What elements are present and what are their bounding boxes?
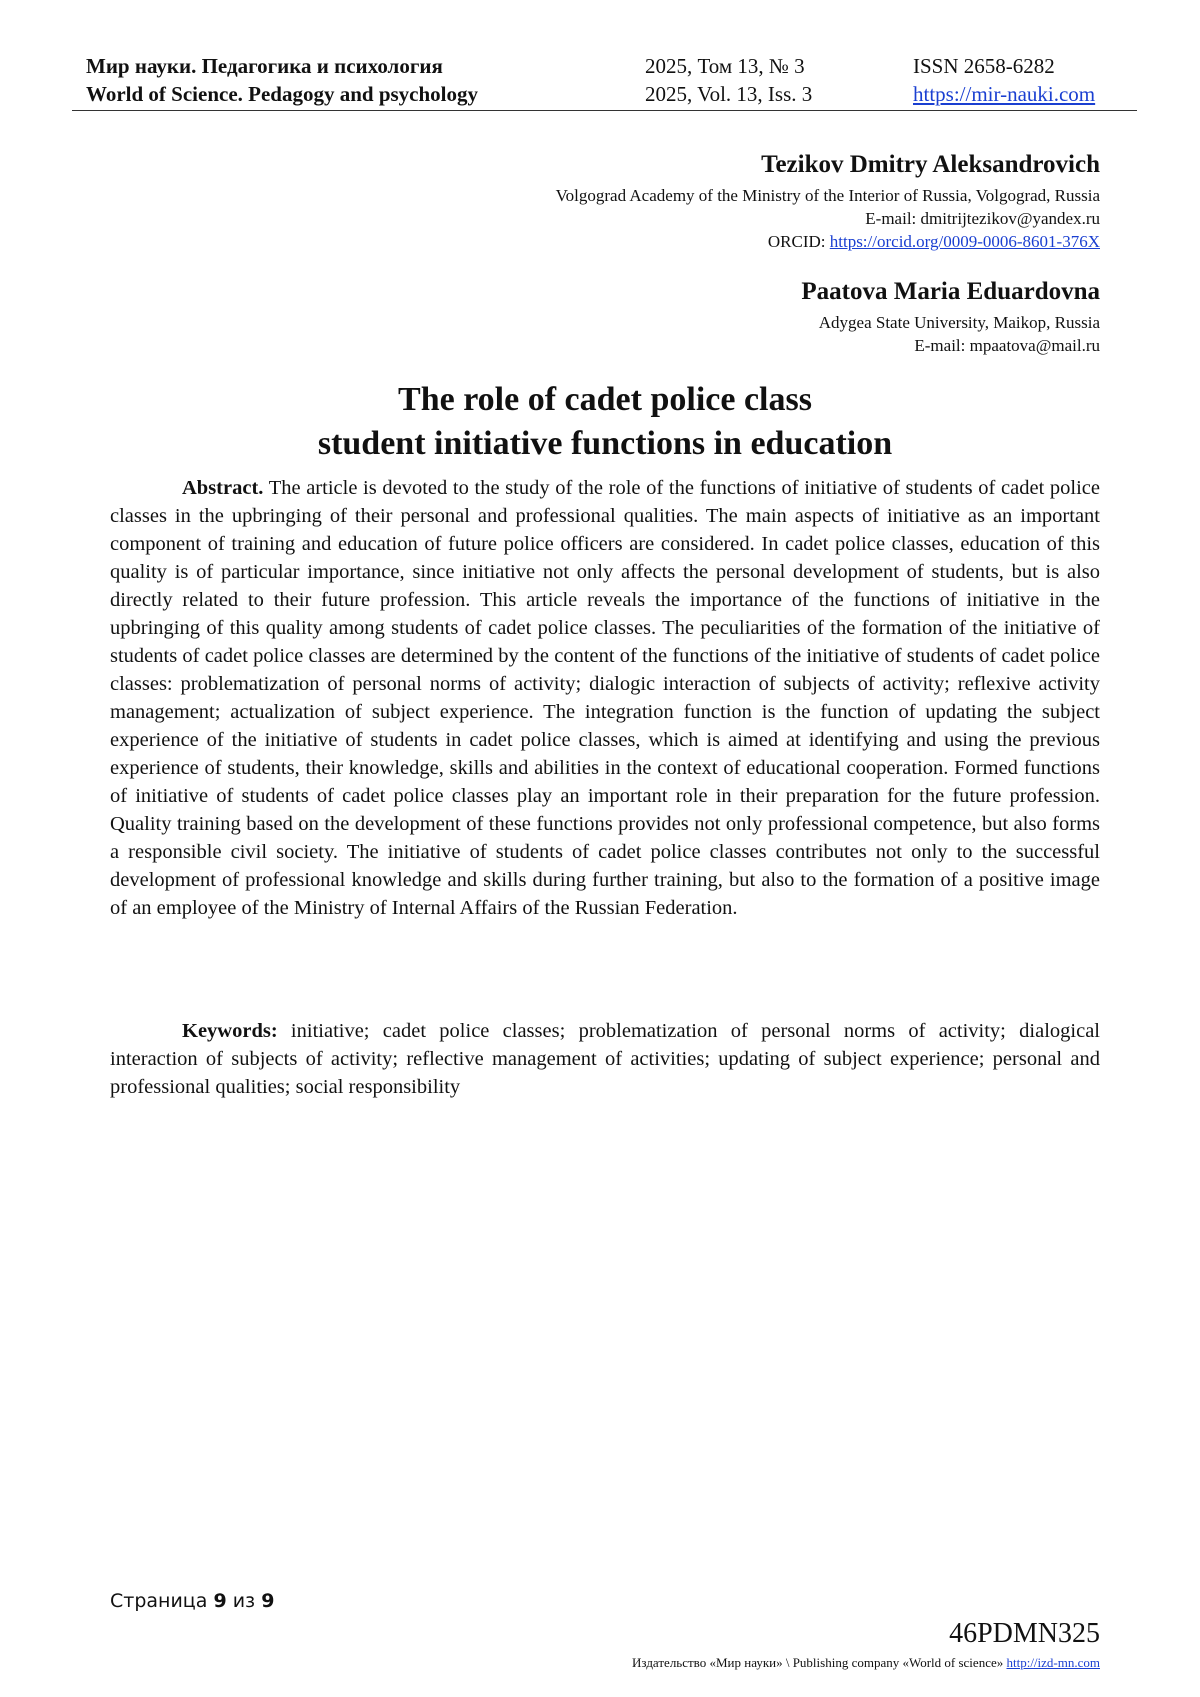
keywords-text: initiative; cadet police classes; problematization of personal norms of activity; dialogical interaction of subjects of activity; reflective management of activities; updating of subject experience; personal and professional qualities; social responsibility: [110, 1020, 1100, 1098]
issn: ISSN 2658-6282: [913, 54, 1055, 78]
page-separator: из: [226, 1590, 262, 1612]
page-number: [110, 1590, 274, 1612]
keywords-label: Keywords:: [182, 1020, 278, 1042]
publisher-link[interactable]: http://izd-mn.com: [1006, 1655, 1100, 1670]
abstract-text: The article is devoted to the study of the role of the functions of initiative of students of cadet police classes in the upbringing of their personal and professional qualities. The main aspects of initiative as an important component of training and education of future police officers are considered. In cadet police classes, education of this quality is of particular importance, since initiative not only affects the personal development of students, but is also directly related to their future profession. This article reveals the importance of the functions of initiative in the upbringing of this quality among students of cadet police classes. The peculiarities of the formation of the initiative of students of cadet police classes are determined by the content of the functions of the initiative of students of cadet police classes: problematization of personal norms of activity; dialogic interaction of subjects of activity; reflexive activity management; actualization of subject experience. The integration function is the function of updating the subject experience of the initiative of students in cadet police classes, which is aimed at identifying and using the previous experience of students, their knowledge, skills and abilities in the context of educational cooperation. Formed functions of initiative of students of cadet police classes play an important role in their preparation for the future profession. Quality training based on the development of these functions provides not only professional competence, but also forms a responsible civil society. The initiative of students of cadet police classes contributes not only to the successful development of professional knowledge and skills during further training, but also to the formation of a positive image of an employee of the Ministry of Internal Affairs of the Russian Federation.: [110, 477, 1100, 919]
page-prefix: Страница: [110, 1590, 214, 1612]
author-orcid: [556, 230, 1100, 253]
article-code: 46PDMN325: [949, 1618, 1100, 1649]
author-affiliation: Adygea State University, Maikop, Russia: [818, 313, 1100, 332]
author-block-1: [556, 148, 1100, 253]
issn-block: [913, 52, 1095, 108]
journal-header: [72, 52, 1137, 111]
article-title: [110, 378, 1100, 466]
author-affiliation: Volgograd Academy of the Ministry of the Interior of Russia, Volgograd, Russia: [555, 186, 1100, 205]
keywords-paragraph: [110, 1017, 1100, 1101]
page-current: 9: [213, 1590, 227, 1612]
page-total: 9: [261, 1590, 275, 1612]
abstract-label: Abstract.: [182, 477, 264, 499]
journal-title-ru: Мир науки. Педагогика и психология: [86, 54, 443, 78]
issue-ru: 2025, Том 13, № 3: [645, 54, 805, 78]
journal-title: [86, 52, 478, 108]
issue-en: 2025, Vol. 13, Iss. 3: [645, 82, 813, 106]
author-email: E-mail: dmitrijtezikov@yandex.ru: [865, 209, 1100, 228]
abstract-paragraph: [110, 474, 1100, 922]
journal-url-link[interactable]: https://mir-nauki.com: [913, 82, 1096, 106]
journal-title-en: World of Science. Pedagogy and psychology: [86, 82, 479, 106]
orcid-label: ORCID:: [767, 232, 830, 251]
publisher-line: [632, 1655, 1100, 1671]
orcid-link[interactable]: https://orcid.org/0009-0006-8601-376X: [829, 232, 1100, 251]
author-block-2: [801, 275, 1100, 357]
article-title-line-1: The role of cadet police class: [398, 381, 812, 418]
author-name: Paatova Maria Eduardovna: [801, 278, 1100, 305]
author-email: E-mail: mpaatova@mail.ru: [914, 336, 1100, 355]
author-name: Tezikov Dmitry Aleksandrovich: [761, 151, 1100, 178]
publisher-text: Издательство «Мир науки» \ Publishing company «World of science»: [632, 1655, 1007, 1670]
article-title-line-2: student initiative functions in education: [317, 425, 893, 462]
issue-info: [645, 52, 812, 108]
